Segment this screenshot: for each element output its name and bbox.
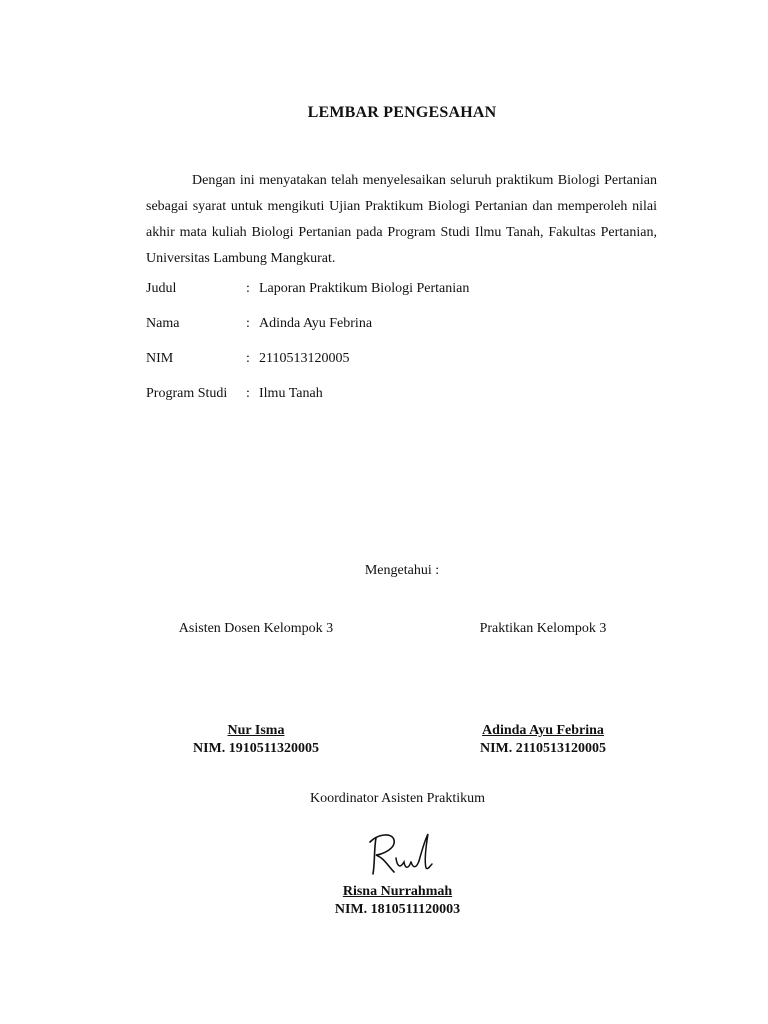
- page-title: LEMBAR PENGESAHAN: [307, 104, 497, 121]
- info-colon: :: [246, 351, 250, 366]
- acknowledged-label: Mengetahui :: [364, 563, 440, 578]
- info-colon: :: [246, 316, 250, 331]
- left-signatory-role: Asisten Dosen Kelompok 3: [178, 621, 334, 636]
- intro-paragraph: Dengan ini menyatakan telah menyelesaikan seluruh praktikum Biologi Pertanian sebagai syarat untuk mengikuti Ujian Praktikum Biologi Pertanian dan memperoleh nilai akhir mata kuliah Biologi Pertanian pada Program Studi Ilmu Tanah, Fakultas Pertanian, Universitas Lambung Mangkurat.: [146, 173, 657, 266]
- right-signatory-name: Adinda Ayu Febrina: [482, 723, 604, 738]
- left-signatory-nim: NIM. 1910511320005: [193, 741, 319, 756]
- coordinator-nim: NIM. 1810511120003: [334, 902, 461, 917]
- info-label: Program Studi: [146, 386, 228, 401]
- coordinator-role: Koordinator Asisten Praktikum: [310, 791, 485, 806]
- left-signatory-name: Nur Isma: [227, 723, 285, 738]
- right-signatory-role: Praktikan Kelompok 3: [479, 621, 607, 636]
- info-label: Nama: [146, 316, 180, 331]
- info-value: Adinda Ayu Febrina: [259, 316, 373, 331]
- info-label: NIM: [146, 351, 174, 366]
- info-value: Ilmu Tanah: [259, 386, 323, 401]
- info-colon: :: [246, 281, 250, 296]
- right-signatory-nim: NIM. 2110513120005: [480, 741, 606, 756]
- info-value: Laporan Praktikum Biologi Pertanian: [259, 281, 470, 296]
- coordinator-name: Risna Nurrahmah: [342, 884, 453, 899]
- handwritten-signature: [364, 828, 434, 880]
- info-label: Judul: [146, 281, 177, 296]
- info-colon: :: [246, 386, 250, 401]
- info-value: 2110513120005: [259, 351, 350, 366]
